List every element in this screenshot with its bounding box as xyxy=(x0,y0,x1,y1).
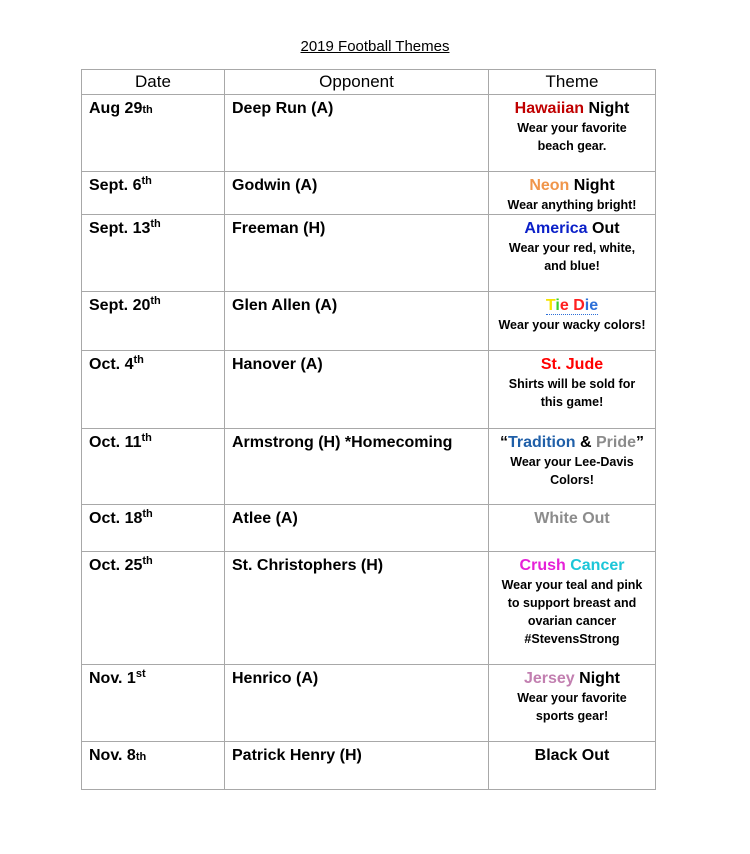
table-row xyxy=(82,505,656,552)
theme-description xyxy=(489,374,655,411)
table-row xyxy=(82,292,656,351)
date-text: Nov. 8 xyxy=(89,747,136,764)
theme-title xyxy=(489,669,655,688)
desc-line: Colors! xyxy=(550,473,594,487)
theme-title: St. Jude xyxy=(540,356,604,373)
opponent-cell: Freeman (H) xyxy=(225,215,489,292)
theme-description xyxy=(489,688,655,725)
desc-line: and blue! xyxy=(544,259,600,273)
theme-title xyxy=(489,219,655,238)
desc-line: this game! xyxy=(540,395,604,409)
table-row xyxy=(82,552,656,665)
tie-die-letter: i xyxy=(555,297,560,314)
theme-title: White Out xyxy=(534,510,610,527)
desc-line: Wear your red, white, xyxy=(508,241,636,255)
date-text: Aug 29 xyxy=(89,100,143,117)
date-suffix: th xyxy=(150,295,161,307)
theme-word-colored: Hawaiian xyxy=(514,100,585,117)
theme-title xyxy=(489,556,655,575)
date-text: Oct. 4 xyxy=(89,356,134,373)
desc-line: #StevensStrong xyxy=(524,632,620,646)
date-text: Oct. 11 xyxy=(89,434,142,451)
date-suffix: th xyxy=(142,104,153,116)
theme-word-colored: America xyxy=(524,220,588,237)
theme-title xyxy=(489,296,655,315)
table-row xyxy=(82,351,656,429)
opponent-cell: St. Christophers (H) xyxy=(225,552,489,665)
theme-cell xyxy=(489,95,656,172)
date-suffix: th xyxy=(150,218,161,230)
theme-cell xyxy=(489,215,656,292)
date-cell xyxy=(82,742,225,790)
date-cell xyxy=(82,351,225,429)
theme-cell xyxy=(489,505,656,552)
theme-cell xyxy=(489,429,656,505)
theme-word-colored: Pride xyxy=(596,434,637,451)
date-cell xyxy=(82,215,225,292)
opponent-cell: Atlee (A) xyxy=(225,505,489,552)
open-quote: “ xyxy=(499,434,508,451)
theme-title xyxy=(489,433,655,452)
date-cell xyxy=(82,172,225,215)
desc-line: Wear your teal and pink xyxy=(501,578,643,592)
desc-line: beach gear. xyxy=(537,139,607,153)
theme-word-colored: Cancer xyxy=(565,557,625,574)
opponent-cell: Deep Run (A) xyxy=(225,95,489,172)
date-text: Oct. 18 xyxy=(89,510,143,527)
theme-description xyxy=(489,452,655,489)
desc-line: ovarian cancer xyxy=(527,614,617,628)
table-row xyxy=(82,95,656,172)
theme-cell xyxy=(489,351,656,429)
table-row xyxy=(82,742,656,790)
theme-word-colored: Jersey xyxy=(523,670,575,687)
table-row xyxy=(82,172,656,215)
theme-cell xyxy=(489,552,656,665)
desc-line: Wear your wacky colors! xyxy=(498,318,646,332)
theme-title: Black Out xyxy=(534,747,610,764)
date-suffix: st xyxy=(135,668,146,680)
date-suffix: th xyxy=(133,354,144,366)
date-text: Sept. 6 xyxy=(89,177,142,194)
theme-description xyxy=(489,118,655,155)
date-suffix: th xyxy=(142,508,153,520)
opponent-cell: Henrico (A) xyxy=(225,665,489,742)
theme-word: Night xyxy=(569,177,615,194)
date-cell xyxy=(82,292,225,351)
date-cell xyxy=(82,505,225,552)
theme-word-colored: Crush xyxy=(519,557,566,574)
desc-line: to support breast and xyxy=(507,596,637,610)
date-text: Sept. 20 xyxy=(89,297,151,314)
desc-line: Wear your Lee-Davis xyxy=(510,455,634,469)
desc-line: Shirts will be sold for xyxy=(508,377,636,391)
schedule-table xyxy=(81,69,656,790)
date-suffix: th xyxy=(141,175,152,187)
opponent-cell: Armstrong (H) *Homecoming xyxy=(225,429,489,505)
desc-line: sports gear! xyxy=(535,709,609,723)
opponent-cell: Glen Allen (A) xyxy=(225,292,489,351)
date-header: Date xyxy=(82,70,225,95)
theme-word: Night xyxy=(584,100,630,117)
date-suffix: th xyxy=(142,555,153,567)
theme-title xyxy=(489,99,655,118)
date-suffix: th xyxy=(141,432,152,444)
tie-die-letter: D xyxy=(573,297,585,314)
desc-line: Wear anything bright! xyxy=(507,198,637,212)
date-cell xyxy=(82,429,225,505)
theme-header: Theme xyxy=(489,70,656,95)
tie-die-title xyxy=(546,297,598,315)
tie-die-letter: T xyxy=(545,297,556,314)
opponent-cell: Hanover (A) xyxy=(225,351,489,429)
date-cell xyxy=(82,95,225,172)
theme-title xyxy=(489,176,655,195)
theme-cell xyxy=(489,172,656,215)
theme-word-colored: Tradition xyxy=(507,434,576,451)
header-row xyxy=(82,70,656,95)
date-cell xyxy=(82,665,225,742)
table-row xyxy=(82,665,656,742)
tie-die-letter: e xyxy=(589,297,599,314)
opponent-cell: Patrick Henry (H) xyxy=(225,742,489,790)
page-title: 2019 Football Themes xyxy=(300,38,450,55)
tie-die-letter: e xyxy=(559,297,569,314)
theme-word: Night xyxy=(574,670,621,687)
date-cell xyxy=(82,552,225,665)
date-text: Sept. 13 xyxy=(89,220,151,237)
theme-word: Out xyxy=(587,220,620,237)
theme-description xyxy=(489,575,655,648)
theme-cell xyxy=(489,665,656,742)
theme-cell xyxy=(489,292,656,351)
desc-line: Wear your favorite xyxy=(517,691,627,705)
table-row xyxy=(82,429,656,505)
close-quote: ” xyxy=(636,434,645,451)
date-text: Nov. 1 xyxy=(89,670,136,687)
opponent-header: Opponent xyxy=(225,70,489,95)
theme-description xyxy=(489,195,655,214)
date-suffix: th xyxy=(135,751,147,763)
tie-die-letter: i xyxy=(584,297,590,314)
date-text: Oct. 25 xyxy=(89,557,143,574)
desc-line: Wear your favorite xyxy=(517,121,627,135)
theme-description xyxy=(489,315,655,334)
opponent-cell: Godwin (A) xyxy=(225,172,489,215)
ampersand: & xyxy=(575,434,596,451)
table-row xyxy=(82,215,656,292)
theme-cell xyxy=(489,742,656,790)
theme-description xyxy=(489,238,655,275)
theme-word-colored: Neon xyxy=(529,177,570,194)
